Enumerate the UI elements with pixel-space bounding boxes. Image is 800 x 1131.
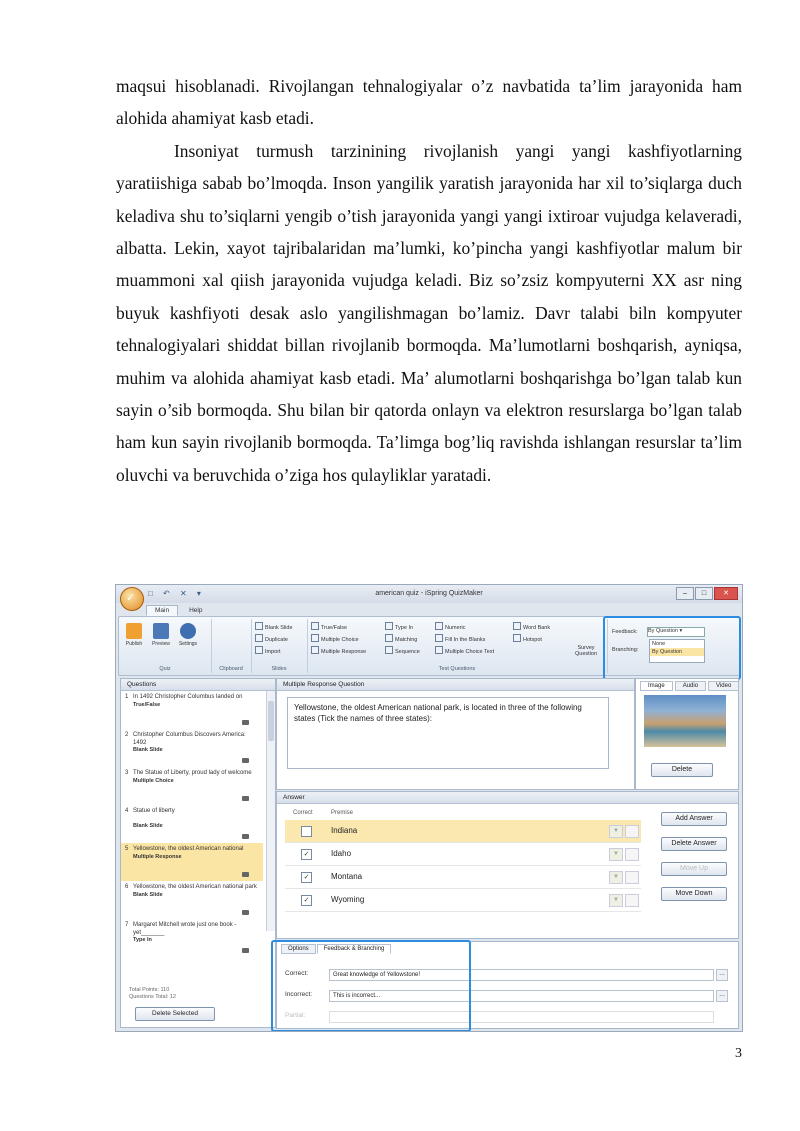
- answers-table-header: Correct Premise: [293, 810, 354, 816]
- questions-list: [121, 691, 263, 957]
- camera-icon: [242, 796, 249, 801]
- table-row[interactable]: Indiana ▼: [285, 820, 641, 843]
- tab-image[interactable]: Image: [640, 681, 673, 691]
- app-menu-button[interactable]: [120, 587, 144, 611]
- delete-answer-button[interactable]: Delete Answer: [661, 837, 727, 851]
- ribbon-tabs: [146, 605, 211, 616]
- paragraph-1: maqsui hisoblanadi. Rivojlangan tehnalogiyalar o’z navbatida ta’lim jarayonida ham alohida ahamiyat kasb etadi.: [116, 76, 742, 129]
- list-item[interactable]: 6 Yellowstone, the oldest American national park Blank Slide: [121, 881, 263, 919]
- list-item[interactable]: 7 Margaret Mitchell wrote just one book - yet_______ Type In: [121, 919, 263, 957]
- correct-checkbox[interactable]: ✓: [301, 849, 312, 860]
- answer-header: Answer: [277, 792, 738, 804]
- move-up-button[interactable]: Move Up: [661, 862, 727, 876]
- arrow-down-icon[interactable]: ▼: [609, 848, 623, 861]
- questions-header: Questions: [121, 679, 275, 691]
- tab-feedback-branching[interactable]: Feedback & Branching: [317, 944, 392, 954]
- import-button[interactable]: Import: [255, 646, 281, 655]
- matching-button[interactable]: Matching: [385, 634, 417, 643]
- partial-label: Partial:: [285, 1012, 306, 1019]
- feedback-option-none[interactable]: None: [652, 641, 666, 647]
- correct-feedback-field[interactable]: Great knowledge of Yellowstone!: [329, 969, 714, 981]
- sequence-button[interactable]: Sequence: [385, 646, 420, 655]
- page-number: 3: [735, 1046, 742, 1061]
- true-false-button[interactable]: True/False: [311, 622, 347, 631]
- ribbon-group-clipboard: [211, 619, 252, 673]
- arrow-down-icon[interactable]: ▼: [609, 871, 623, 884]
- list-item[interactable]: 1 In 1492 Christopher Columbus landed on True/False: [121, 691, 263, 729]
- tab-main[interactable]: Main: [146, 605, 178, 616]
- tab-options[interactable]: Options: [281, 944, 316, 954]
- window-title: american quiz - iSpring QuizMaker: [375, 590, 483, 597]
- more-icon[interactable]: …: [716, 969, 728, 981]
- incorrect-feedback-field[interactable]: This is incorrect...: [329, 990, 714, 1002]
- arrow-down-icon[interactable]: ▼: [609, 894, 623, 907]
- close-icon[interactable]: ✕: [714, 587, 738, 600]
- hotspot-button[interactable]: Hotspot: [513, 634, 542, 643]
- multiple-choice-text-button[interactable]: Multiple Choice Text: [435, 646, 494, 655]
- window-controls: [676, 587, 738, 600]
- numeric-button[interactable]: Numeric: [435, 622, 465, 631]
- preview-button[interactable]: Preview: [150, 623, 172, 647]
- feedback-branching-highlight-box: [271, 940, 471, 1032]
- answers-table: [285, 810, 641, 912]
- settings-button[interactable]: Settings: [177, 623, 199, 647]
- table-row[interactable]: ✓ Idaho ▼: [285, 843, 641, 866]
- preview-icon: [153, 623, 169, 639]
- camera-icon: [242, 834, 249, 839]
- list-item[interactable]: 2 Christopher Columbus Discovers America: 1492 Blank Slide: [121, 729, 263, 767]
- question-image: [644, 695, 726, 747]
- delete-row-icon[interactable]: [625, 871, 639, 884]
- answer-panel: [276, 791, 739, 939]
- quizmaker-screenshot: [115, 584, 743, 1032]
- questions-panel: [120, 678, 276, 1028]
- camera-icon: [242, 720, 249, 725]
- survey-question-button[interactable]: Survey Question: [574, 645, 597, 657]
- group-label-slides: Slides: [271, 666, 287, 672]
- document-body: [116, 70, 742, 491]
- arrow-down-icon[interactable]: ▼: [609, 825, 623, 838]
- feedback-option-by-question[interactable]: By Question: [650, 648, 704, 656]
- multiple-response-button[interactable]: Multiple Response: [311, 646, 366, 655]
- feedback-highlight-box: [603, 616, 741, 680]
- tab-video[interactable]: Video: [708, 681, 739, 691]
- feedback-dropdown[interactable]: By Question ▾: [647, 627, 705, 637]
- title-bar: [116, 585, 742, 603]
- table-row[interactable]: ✓ Montana ▼: [285, 866, 641, 889]
- minimize-icon[interactable]: –: [676, 587, 694, 600]
- gear-icon: [180, 623, 196, 639]
- quick-access-icons[interactable]: □ ↶ ✕ ▾: [148, 589, 205, 598]
- group-label-quiz: Quiz: [159, 666, 171, 672]
- add-answer-button[interactable]: Add Answer: [661, 812, 727, 826]
- correct-checkbox[interactable]: ✓: [301, 872, 312, 883]
- tab-help[interactable]: Help: [189, 607, 203, 614]
- camera-icon: [242, 872, 249, 877]
- ribbon-group-slides: [251, 619, 308, 673]
- app-logo-icon: ✓: [126, 592, 136, 604]
- question-type-header: Multiple Response Question: [277, 679, 634, 691]
- delete-selected-button[interactable]: Delete Selected: [135, 1007, 215, 1021]
- word-bank-button[interactable]: Word Bank: [513, 622, 550, 631]
- maximize-icon[interactable]: □: [695, 587, 713, 600]
- publish-button[interactable]: Publish: [123, 623, 145, 647]
- correct-label: Correct:: [285, 970, 309, 977]
- delete-row-icon[interactable]: [625, 894, 639, 907]
- blank-slide-button[interactable]: Blank Slide: [255, 622, 293, 631]
- more-icon[interactable]: …: [716, 990, 728, 1002]
- correct-checkbox[interactable]: [301, 826, 312, 837]
- tab-audio[interactable]: Audio: [675, 681, 706, 691]
- publish-icon: [126, 623, 142, 639]
- question-editor: [276, 678, 635, 790]
- branching-label: Branching:: [612, 647, 639, 653]
- list-item[interactable]: 4 Statue of liberty Blank Slide: [121, 805, 263, 843]
- ribbon-group-quiz: [119, 619, 212, 673]
- duplicate-button[interactable]: Duplicate: [255, 634, 288, 643]
- ribbon-group-test-questions: [307, 619, 608, 673]
- move-down-button[interactable]: Move Down: [661, 887, 727, 901]
- questions-scrollbar[interactable]: [266, 691, 275, 931]
- multiple-choice-button[interactable]: Multiple Choice: [311, 634, 359, 643]
- type-in-button[interactable]: Type In: [385, 622, 413, 631]
- feedback-label: Feedback:: [612, 629, 638, 635]
- fill-blanks-button[interactable]: Fill In the Blanks: [435, 634, 485, 643]
- camera-icon: [242, 948, 249, 953]
- delete-row-icon[interactable]: [625, 825, 639, 838]
- list-item[interactable]: 3 The Statue of Liberty, proud lady of welcome Multiple Choice: [121, 767, 263, 805]
- list-item-selected[interactable]: 5 Yellowstone, the oldest American national Multiple Response: [121, 843, 263, 881]
- camera-icon: [242, 758, 249, 763]
- camera-icon: [242, 910, 249, 915]
- question-text-field[interactable]: Yellowstone, the oldest American national park, is located in three of the following states (Tick the names of three states):: [287, 697, 609, 769]
- group-label-test-questions: Test Questions: [438, 666, 476, 672]
- delete-row-icon[interactable]: [625, 848, 639, 861]
- group-label-clipboard: Clipboard: [219, 666, 243, 672]
- media-tabs: [640, 681, 739, 691]
- incorrect-label: Incorrect:: [285, 991, 313, 998]
- media-panel: [635, 678, 739, 790]
- table-row[interactable]: ✓ Wyoming ▼: [285, 889, 641, 912]
- paragraph-2: Insoniyat turmush tarzinining rivojlanish yangi yangi kashfiyotlarning yaratiishiga sabab bo’lmoqda. Inson yangilik yaratish jarayonida har xil to’siqlarga duch keladiva shu to’siqlarni yengib o’tish jarayonida yangi yangi ixtiroar vujudga kelaveradi, albatta. Lekin, xayot tajribalaridan ma’lumki, ko’pincha yangi kashfiyotlar malum bir muammoni xal qiish jarayonida vujudga keladi. Biz so’zsiz kompyuterni XX asr ning buyuk kashfiyoti desak aslo yangilishmagan bo’lamiz. Davr talabi biln kompyuter tehnalogiyalari shiddat billan rivojlanib bormoqda. Ma’lumotlarni boshqarish, ayniqsa, muhim va alohida ahamiyat kasb etadi. Ma’ alumotlarni boshqarishga bo’lgan talab kun sayin o’sib bormoqda. Shu bilan bir qatorda onlayn va elektron resurslarga bo’lgan talab ham kun sayin rivojlanib bormoqda. Ta’limga bog’liq ravishda ishlangan resurslar ta’lim oluvchi va beruvchida o’ziga hos qulayliklar yaratadi.: [116, 140, 742, 485]
- correct-checkbox[interactable]: ✓: [301, 895, 312, 906]
- delete-image-button[interactable]: Delete: [651, 763, 713, 777]
- totals: Total Points: 110 Questions Total: 12: [129, 987, 176, 1000]
